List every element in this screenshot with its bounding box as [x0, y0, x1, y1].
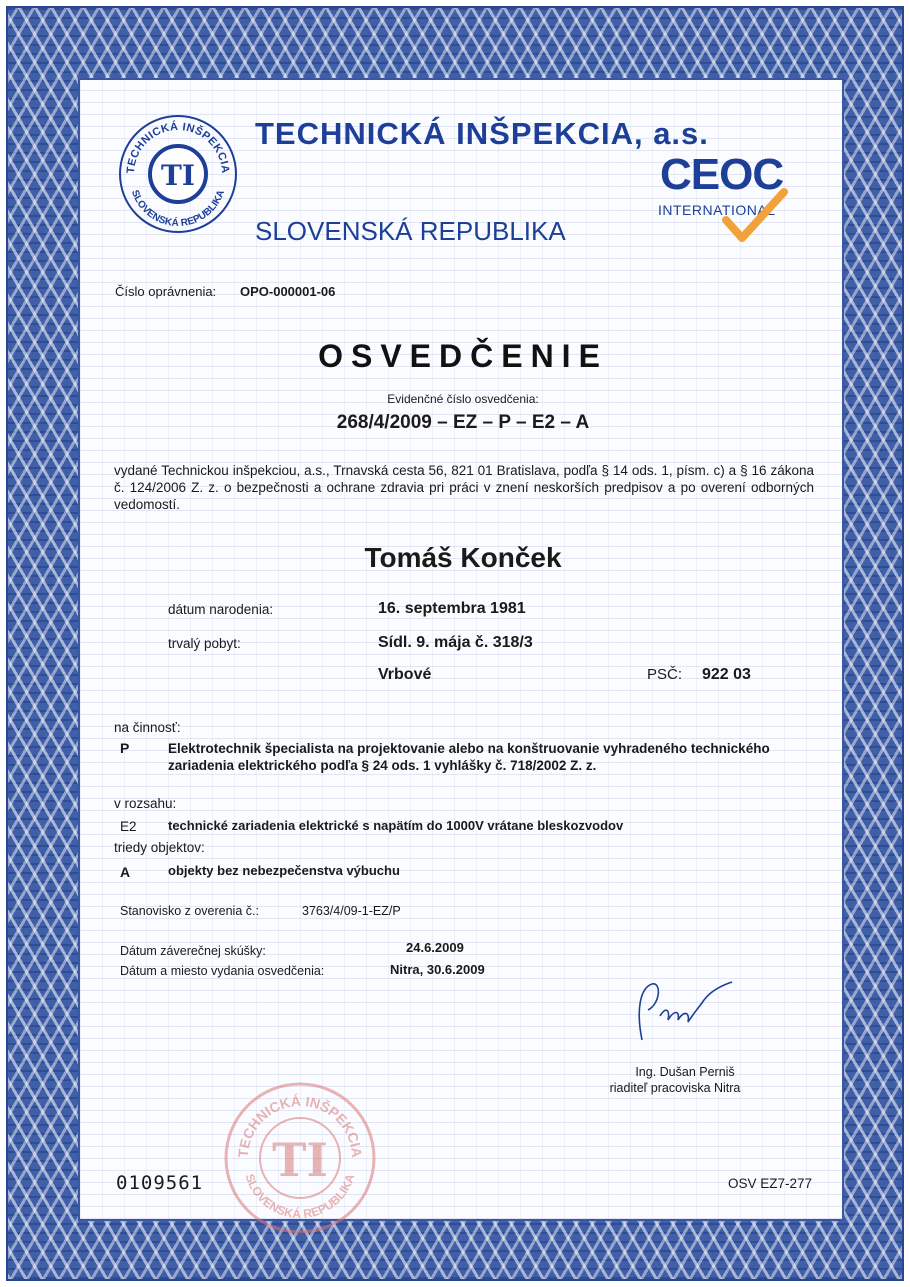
dob-label: dátum narodenia: [168, 602, 274, 617]
psc-value: 922 03 [702, 666, 751, 683]
svg-text:TI: TI [272, 1133, 328, 1187]
certificate-border [6, 6, 904, 1281]
activity-text: Elektrotechnik špecialista na projektovanie alebo na konštruovanie vyhradeného technického zariadenia elektrického podľa § 24 ods. 1 vyhlášky č. 718/2002 Z. z. [168, 741, 770, 773]
exam-date-label: Dátum záverečnej skúšky: [120, 944, 266, 958]
scope-code: E2 [120, 819, 137, 834]
opinion-label: Stanovisko z overenia č.: [120, 904, 259, 918]
svg-text:SLOVENSKÁ REPUBLIKA: SLOVENSKÁ REPUBLIKA [242, 1172, 358, 1222]
permit-label: Číslo oprávnenia: [115, 284, 217, 299]
signatory-title: riaditeľ pracoviska Nitra [609, 1081, 741, 1095]
svg-text:TECHNICKÁ INŠPEKCIA: TECHNICKÁ INŠPEKCIA [234, 1092, 366, 1159]
ceoc-logo [652, 150, 792, 242]
issue-date-label: Dátum a miesto vydania osvedčenia: [120, 964, 325, 978]
object-class-label: triedy objektov: [114, 840, 205, 855]
address-street: Sídl. 9. mája č. 318/3 [378, 634, 533, 651]
signatory-name: Ing. Dušan Perniš [635, 1065, 735, 1079]
address-town: Vrbové [378, 666, 432, 683]
svg-text:TECHNICKÁ INŠPEKCIA: TECHNICKÁ INŠPEKCIA [124, 120, 232, 175]
issuer-name: TECHNICKÁ INŠPEKCIA, a.s. [255, 116, 709, 151]
ceoc-logo-main: CEOC [660, 150, 784, 199]
object-class-text: objekty bez nebezpečenstva výbuchu [168, 863, 400, 878]
issued-statement: vydané Technickou inšpekciou, a.s., Trnavská cesta 56, 821 01 Bratislava, podľa § 14 ods. 1, písm. c) a § 16 zákona č. 124/2006 Z. z. o bezpečnosti a ochrane zdravia pri práci v znení neskorších predpisov a po overení odborných vedomostí. [114, 463, 814, 512]
issue-date-value: Nitra, 30.6.2009 [390, 962, 485, 977]
evidence-label: Evidenčné číslo osvedčenia: [387, 392, 539, 406]
activity-code: P [120, 740, 130, 756]
exam-date-value: 24.6.2009 [406, 940, 464, 955]
certificate-body [78, 78, 844, 1221]
ceoc-logo-sub: INTERNATIONAL [658, 202, 776, 218]
document-title: OSVEDČENIE [318, 338, 608, 374]
checkmark-icon [722, 186, 788, 246]
scope-label: v rozsahu: [114, 796, 177, 811]
evidence-number: 268/4/2009 – EZ – P – E2 – A [336, 412, 590, 433]
signature [600, 970, 740, 1050]
scope-text: technické zariadenia elektrické s napätím do 1000V vrátane bleskozvodov [168, 818, 624, 833]
holder-name: Tomáš Konček [364, 542, 562, 573]
permit-number: OPO-000001-06 [240, 284, 336, 299]
ti-seal-logo [116, 112, 240, 236]
object-class-code: A [120, 864, 131, 880]
official-stamp [222, 1080, 378, 1236]
svg-text:SLOVENSKÁ REPUBLIKA: SLOVENSKÁ REPUBLIKA [128, 188, 228, 230]
address-label: trvalý pobyt: [168, 636, 241, 651]
activity-label: na činnosť: [114, 720, 181, 735]
opinion-value: 3763/4/09-1-EZ/P [302, 904, 401, 918]
svg-text:TI: TI [161, 159, 195, 192]
dob-value: 16. septembra 1981 [378, 600, 526, 617]
serial-number: 0109561 [116, 1172, 204, 1194]
issuer-country: SLOVENSKÁ REPUBLIKA [255, 216, 566, 246]
form-code: OSV EZ7-277 [728, 1176, 813, 1191]
psc-label: PSČ: [647, 666, 683, 683]
